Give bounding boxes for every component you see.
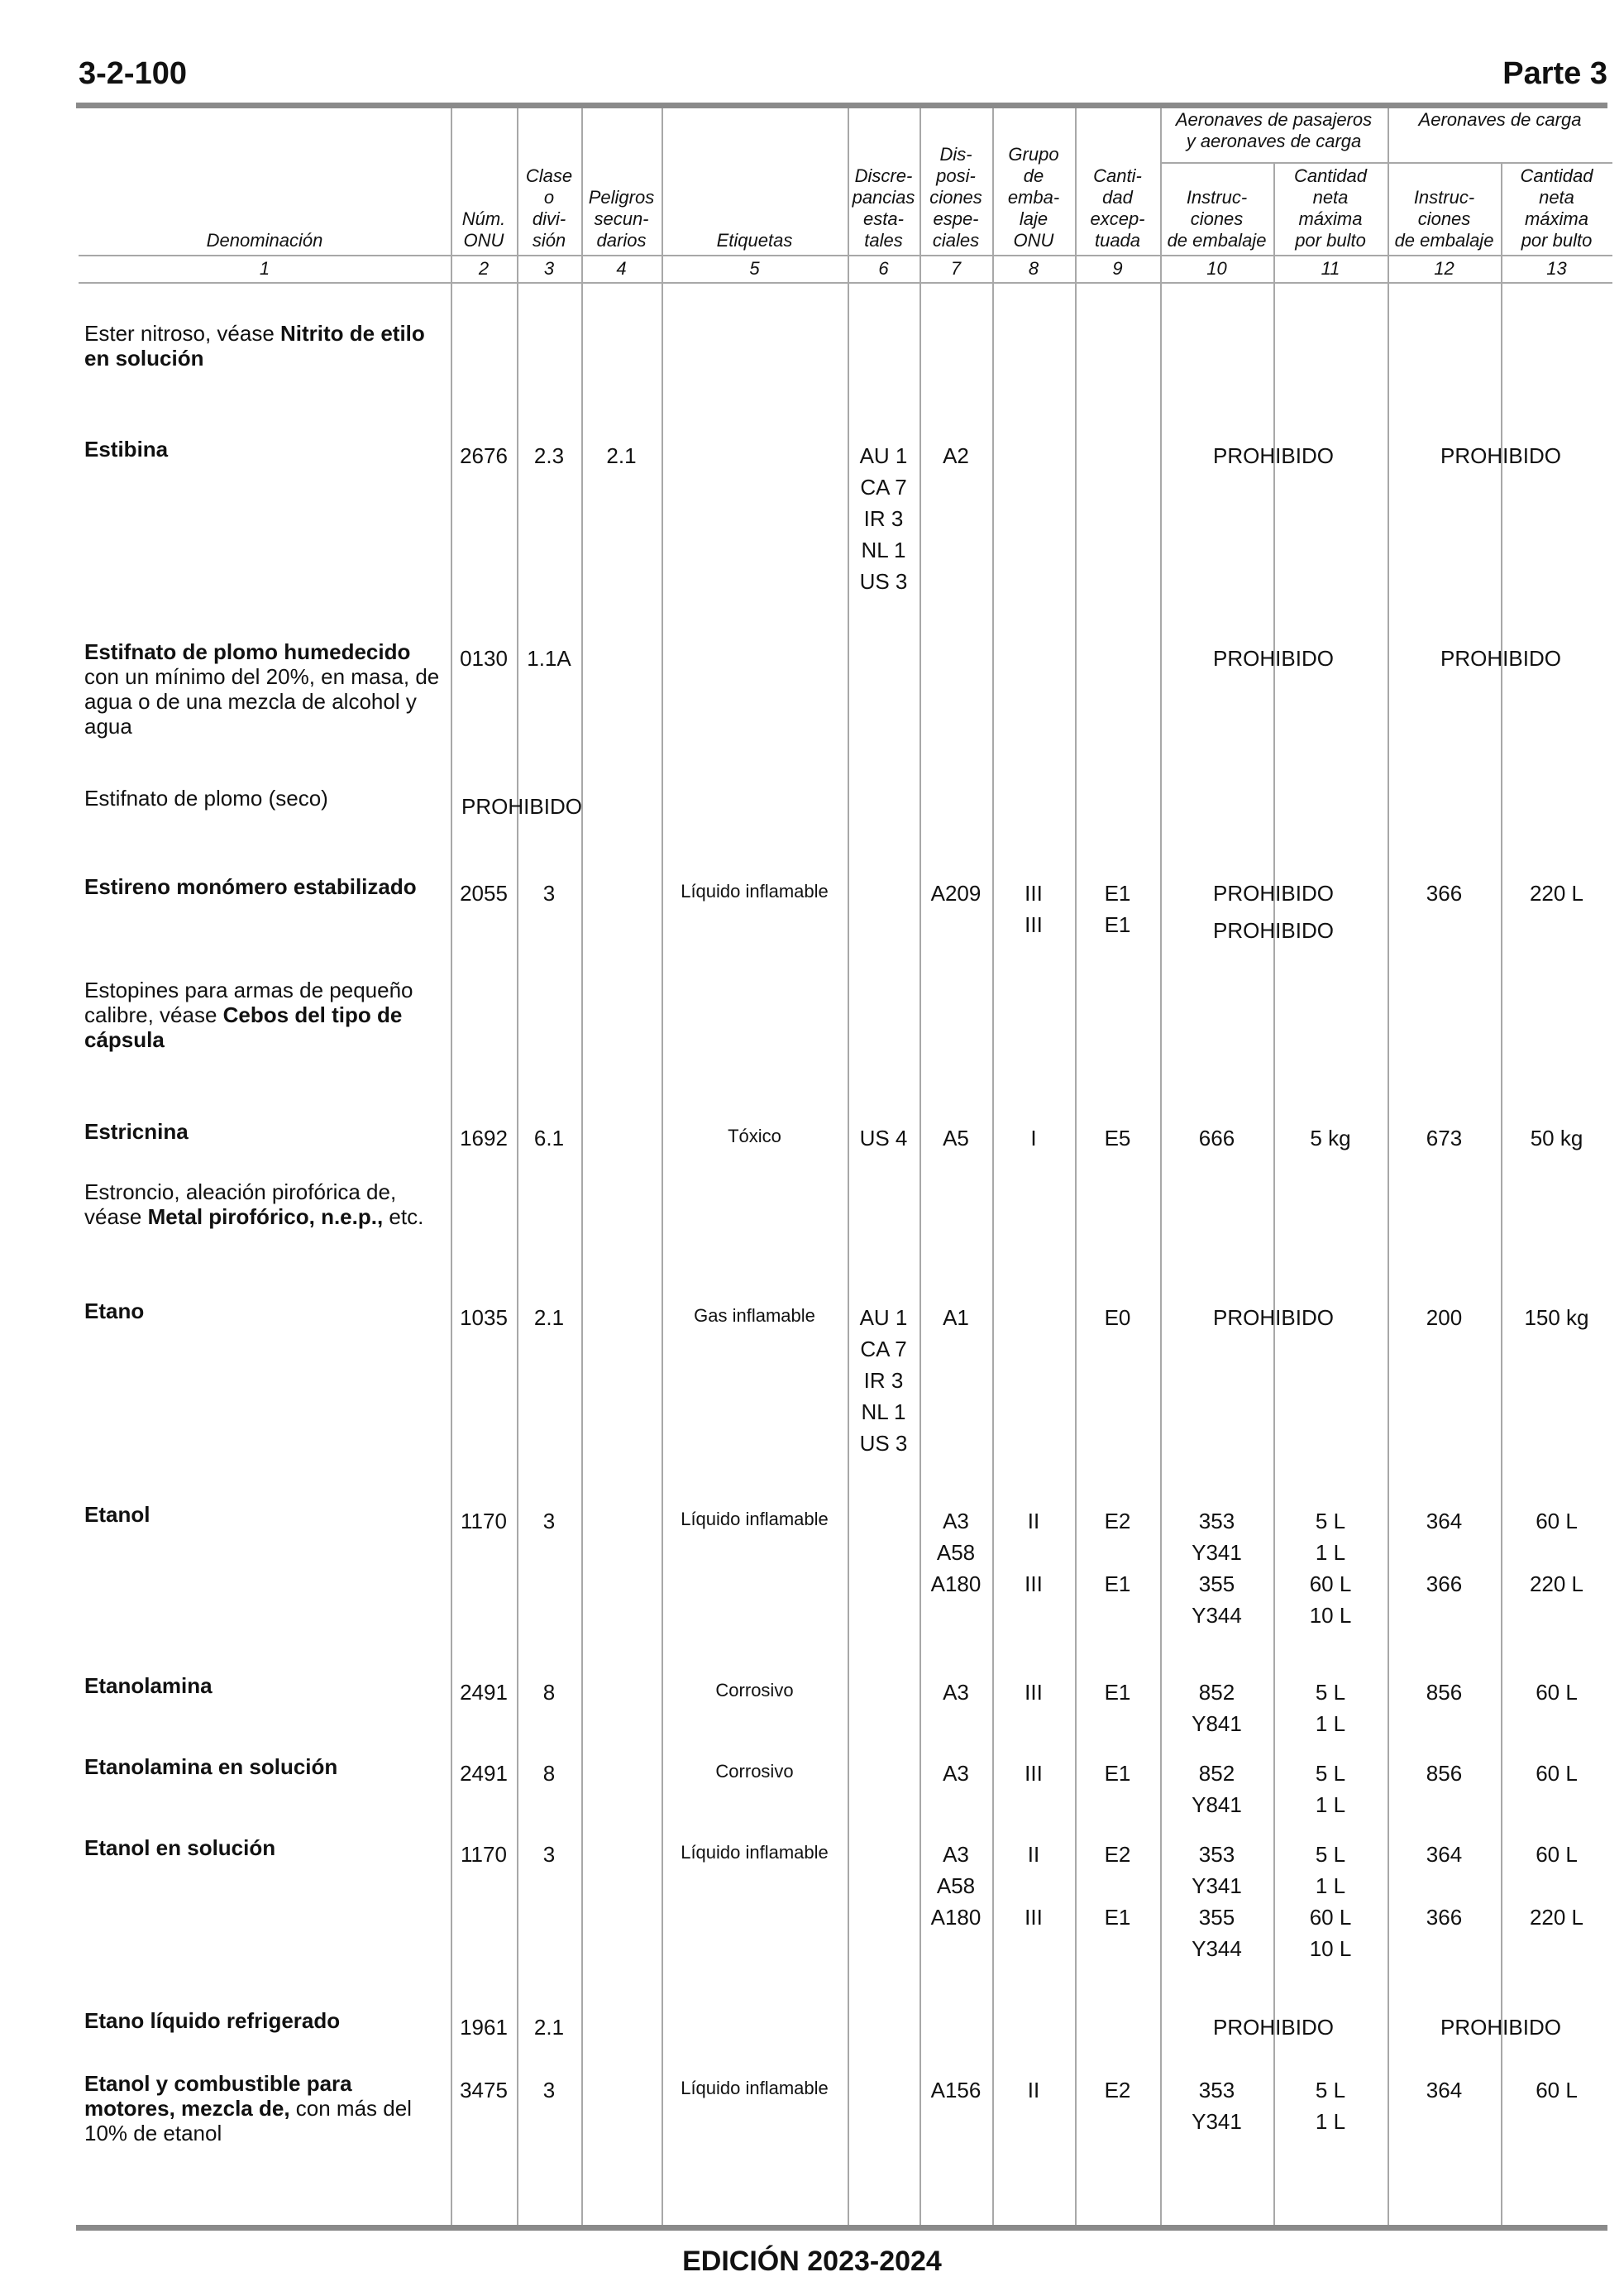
entry-cantidad: E1	[1104, 1761, 1131, 1786]
entry-cantidad: E2	[1104, 1842, 1131, 1867]
entry-instrucciones-carga: 364	[1426, 2078, 1463, 2102]
entry-clase: 3	[542, 2078, 556, 2102]
entry-disposiciones: A209	[930, 881, 982, 906]
page-number: 3-2-100	[79, 56, 187, 91]
entry-grupo: III	[1025, 1571, 1043, 1596]
entry-disposiciones: A156	[930, 2078, 982, 2102]
column-number: 11	[1321, 258, 1340, 279]
entry-etiquetas: Líquido inflamable	[681, 1842, 829, 1863]
column-number: 10	[1206, 258, 1227, 279]
entry-instrucciones-pax: Y841	[1192, 1711, 1242, 1736]
entry-disposiciones: A5	[943, 1126, 969, 1150]
header-cantidad-carga: Cantidad neta máxima por bulto	[1520, 165, 1593, 251]
entry-cantidad-pax: 5 L	[1315, 1761, 1346, 1786]
entry-denominacion: Etanol y combustible para motores, mezcla de, con más del 10% de etanol	[84, 2071, 412, 2145]
entry-denominacion: Estibina	[84, 437, 169, 462]
entry-disposiciones: A1	[943, 1305, 969, 1330]
entry-prohibido-carga: PROHIBIDO	[1440, 2015, 1561, 2040]
entry-cantidad: E1	[1104, 912, 1131, 937]
entry-cantidad-pax: 5 L	[1315, 1842, 1346, 1867]
entry-etiquetas: Líquido inflamable	[681, 881, 829, 902]
column-number: 1	[259, 258, 270, 279]
header-instrucciones-carga: Instruc- ciones de embalaje	[1394, 187, 1494, 251]
entry-cantidad-pax: 60 L	[1309, 1571, 1352, 1596]
entry-cantidad: E1	[1104, 881, 1131, 906]
entry-prohibido-pax: PROHIBIDO	[1213, 646, 1334, 671]
entry-num-onu: 2676	[460, 443, 508, 468]
entry-denominacion: Etanol en solución	[84, 1835, 276, 1860]
column-number: 7	[950, 258, 962, 279]
entry-instrucciones-pax: Y341	[1192, 2109, 1242, 2134]
entry-prohibido-pax: PROHIBIDO	[1213, 918, 1334, 943]
entry-cantidad-carga: 220 L	[1529, 1571, 1584, 1596]
entry-denominacion: Etano	[84, 1299, 145, 1323]
entry-disposiciones: A180	[930, 1571, 982, 1596]
entry-cantidad-pax: 5 L	[1315, 1509, 1346, 1533]
entry-etiquetas: Tóxico	[728, 1126, 781, 1146]
entry-disposiciones: A3	[943, 1680, 969, 1705]
entry-instrucciones-pax: Y344	[1192, 1603, 1242, 1628]
column-separator	[517, 108, 518, 2225]
entry-cantidad-pax: 10 L	[1309, 1936, 1352, 1961]
entry-num-onu: 3475	[460, 2078, 508, 2102]
entry-cantidad-carga: 60 L	[1536, 1509, 1578, 1533]
entry-discrepancias: AU 1	[859, 1305, 908, 1330]
entry-instrucciones-pax: 353	[1198, 1509, 1235, 1533]
entry-disposiciones: A3	[943, 1842, 969, 1867]
column-number: 4	[616, 258, 627, 279]
entry-clase: 8	[542, 1680, 556, 1705]
column-number: 2	[478, 258, 490, 279]
entry-clase: 1.1A	[527, 646, 571, 671]
entry-clase: 3	[542, 881, 556, 906]
entry-instrucciones-carga: 856	[1426, 1680, 1463, 1705]
entry-cantidad-pax: 1 L	[1315, 1540, 1346, 1565]
entry-etiquetas: Líquido inflamable	[681, 2078, 829, 2098]
entry-discrepancias: US 4	[859, 1126, 908, 1150]
entry-disposiciones: A3	[943, 1761, 969, 1786]
edition-footer: EDICIÓN 2023-2024	[682, 2246, 942, 2277]
entry-cantidad-carga: 60 L	[1536, 1761, 1578, 1786]
entry-discrepancias: US 3	[859, 569, 908, 594]
entry-cantidad: E5	[1104, 1126, 1131, 1150]
entry-instrucciones-pax: 355	[1198, 1571, 1235, 1596]
entry-cantidad-carga: 60 L	[1536, 1842, 1578, 1867]
entry-disposiciones: A58	[936, 1540, 976, 1565]
entry-clase: 6.1	[533, 1126, 565, 1150]
column-separator	[662, 108, 663, 2225]
entry-etiquetas: Corrosivo	[715, 1761, 794, 1782]
entry-num-onu: 2491	[460, 1680, 508, 1705]
entry-cantidad-pax: 60 L	[1309, 1905, 1352, 1930]
column-separator	[1160, 108, 1162, 2225]
entry-instrucciones-pax: 353	[1198, 1842, 1235, 1867]
header-cantidad-pax: Cantidad neta máxima por bulto	[1293, 165, 1368, 251]
page-header	[79, 56, 1607, 98]
entry-num-onu: 1961	[460, 2015, 508, 2040]
header-denominacion: Denominación	[206, 230, 323, 251]
header-num-onu: Núm. ONU	[461, 208, 506, 251]
entry-cantidad-pax: 1 L	[1315, 2109, 1346, 2134]
header-discrepancias: Discre- pancias esta- tales	[852, 165, 915, 251]
entry-denominacion: Etanol	[84, 1502, 150, 1527]
entry-instrucciones-carga: 364	[1426, 1842, 1463, 1867]
entry-denominacion: Estroncio, aleación pirofórica de, véase Metal pirofórico, n.e.p., etc.	[84, 1179, 424, 1229]
entry-disposiciones: A2	[943, 443, 969, 468]
entry-instrucciones-pax: 852	[1198, 1761, 1235, 1786]
entry-instrucciones-carga: 366	[1426, 1571, 1463, 1596]
entry-num-onu: 0130	[460, 646, 508, 671]
entry-denominacion: Ester nitroso, véase Nitrito de etilo en solución	[84, 321, 425, 371]
entry-instrucciones-carga: 364	[1426, 1509, 1463, 1533]
column-number: 12	[1434, 258, 1454, 279]
entry-denominacion: Estricnina	[84, 1119, 189, 1144]
entry-cantidad-pax: 5 L	[1315, 2078, 1346, 2102]
header-rule	[79, 255, 1612, 256]
group-header-rule	[1160, 162, 1612, 164]
entry-grupo: III	[1025, 1761, 1043, 1786]
column-number-rule	[79, 282, 1612, 284]
entry-cantidad-pax: 1 L	[1315, 1792, 1346, 1817]
entry-instrucciones-carga: 200	[1426, 1305, 1463, 1330]
entry-cantidad: E0	[1104, 1305, 1131, 1330]
entry-clase: 2.1	[533, 1305, 565, 1330]
column-number: 13	[1546, 258, 1567, 279]
entry-instrucciones-pax: 666	[1198, 1126, 1235, 1150]
header-disposiciones: Dis- posi- ciones espe- ciales	[929, 144, 982, 251]
entry-etiquetas: Corrosivo	[715, 1680, 794, 1700]
column-separator	[1075, 108, 1077, 2225]
column-separator	[451, 108, 452, 2225]
entry-prohibido: PROHIBIDO	[461, 794, 582, 819]
header-aeronaves-pasajeros: Aeronaves de pasajeros y aeronaves de carga	[1175, 109, 1373, 151]
column-separator	[1388, 108, 1389, 2225]
entry-discrepancias: CA 7	[860, 475, 907, 500]
entry-discrepancias: CA 7	[860, 1337, 907, 1361]
column-number: 9	[1112, 258, 1123, 279]
header-clase: Clase o divi- sión	[525, 165, 573, 251]
entry-cantidad: E2	[1104, 1509, 1131, 1533]
entry-num-onu: 2055	[460, 881, 508, 906]
entry-discrepancias: NL 1	[861, 538, 906, 562]
entry-disposiciones: A3	[943, 1509, 969, 1533]
entry-instrucciones-carga: 366	[1426, 1905, 1463, 1930]
entry-cantidad: E1	[1104, 1571, 1131, 1596]
entry-cantidad-carga: 220 L	[1529, 881, 1584, 906]
entry-num-onu: 1035	[460, 1305, 508, 1330]
entry-grupo: III	[1025, 1905, 1043, 1930]
entry-instrucciones-pax: Y841	[1192, 1792, 1242, 1817]
entry-instrucciones-pax: Y341	[1192, 1540, 1242, 1565]
entry-prohibido-pax: PROHIBIDO	[1213, 443, 1334, 468]
entry-instrucciones-pax: 852	[1198, 1680, 1235, 1705]
column-number: 6	[878, 258, 889, 279]
entry-cantidad-carga: 150 kg	[1524, 1305, 1589, 1330]
entry-grupo: II	[1027, 2078, 1040, 2102]
entry-prohibido-pax: PROHIBIDO	[1213, 1305, 1334, 1330]
header-peligros: Peligros secun- darios	[588, 187, 655, 251]
entry-instrucciones-pax: 355	[1198, 1905, 1235, 1930]
entry-grupo: III	[1025, 912, 1043, 937]
part-title: Parte 3	[1502, 56, 1607, 91]
entry-prohibido-carga: PROHIBIDO	[1440, 646, 1561, 671]
entry-cantidad-carga: 60 L	[1536, 2078, 1578, 2102]
column-separator	[848, 108, 849, 2225]
header-instrucciones-pax: Instruc- ciones de embalaje	[1167, 187, 1267, 251]
entry-cantidad: E1	[1104, 1905, 1131, 1930]
header-cantidad: Canti- dad excep- tuada	[1090, 165, 1145, 251]
entry-denominacion: Estopines para armas de pequeño calibre, véase Cebos del tipo de cápsula	[84, 978, 413, 1052]
entry-discrepancias: IR 3	[863, 1368, 904, 1393]
entry-clase: 3	[542, 1842, 556, 1867]
entry-denominacion: Estireno monómero estabilizado	[84, 874, 417, 899]
entry-grupo: II	[1027, 1842, 1040, 1867]
entry-disposiciones: A180	[930, 1905, 982, 1930]
bottom-rule	[76, 2225, 1607, 2231]
top-rule	[76, 103, 1607, 108]
entry-cantidad-carga: 60 L	[1536, 1680, 1578, 1705]
entry-peligros: 2.1	[606, 443, 637, 468]
entry-cantidad-pax: 5 kg	[1310, 1126, 1351, 1150]
entry-clase: 8	[542, 1761, 556, 1786]
entry-discrepancias: IR 3	[863, 506, 904, 531]
entry-clase: 2.1	[533, 2015, 565, 2040]
entry-instrucciones-carga: 673	[1426, 1126, 1463, 1150]
entry-cantidad-carga: 50 kg	[1530, 1126, 1583, 1150]
entry-num-onu: 1170	[461, 1509, 507, 1533]
entry-denominacion: Etano líquido refrigerado	[84, 2008, 341, 2033]
entry-disposiciones: A58	[936, 1873, 976, 1898]
entry-num-onu: 1170	[461, 1842, 507, 1867]
entry-instrucciones-carga: 366	[1426, 881, 1463, 906]
entry-clase: 2.3	[533, 443, 565, 468]
entry-prohibido-carga: PROHIBIDO	[1440, 443, 1561, 468]
entry-cantidad-pax: 10 L	[1309, 1603, 1352, 1628]
entry-clase: 3	[542, 1509, 556, 1533]
column-number: 5	[749, 258, 760, 279]
entry-num-onu: 1692	[460, 1126, 508, 1150]
entry-discrepancias: US 3	[859, 1431, 908, 1456]
header-aeronaves-carga: Aeronaves de carga	[1418, 109, 1582, 130]
entry-grupo: III	[1025, 1680, 1043, 1705]
column-number: 3	[543, 258, 555, 279]
entry-denominacion: Etanolamina en solución	[84, 1754, 338, 1779]
column-separator	[1273, 162, 1275, 2225]
entry-cantidad-carga: 220 L	[1529, 1905, 1584, 1930]
entry-num-onu: 2491	[460, 1761, 508, 1786]
header-etiquetas: Etiquetas	[716, 230, 793, 251]
column-number: 8	[1028, 258, 1039, 279]
column-separator	[581, 108, 583, 2225]
entry-grupo: III	[1025, 881, 1043, 906]
entry-etiquetas: Gas inflamable	[694, 1305, 815, 1326]
entry-cantidad: E2	[1104, 2078, 1131, 2102]
entry-discrepancias: NL 1	[861, 1399, 906, 1424]
entry-prohibido-pax: PROHIBIDO	[1213, 881, 1334, 906]
entry-cantidad-pax: 1 L	[1315, 1873, 1346, 1898]
entry-cantidad-pax: 1 L	[1315, 1711, 1346, 1736]
entry-etiquetas: Líquido inflamable	[681, 1509, 829, 1529]
entry-cantidad-pax: 5 L	[1315, 1680, 1346, 1705]
entry-instrucciones-pax: Y341	[1192, 1873, 1242, 1898]
entry-grupo: I	[1030, 1126, 1037, 1150]
entry-denominacion: Estifnato de plomo (seco)	[84, 786, 328, 811]
entry-prohibido-pax: PROHIBIDO	[1213, 2015, 1334, 2040]
header-grupo: Grupo de emba- laje ONU	[1007, 144, 1060, 251]
entry-grupo: II	[1027, 1509, 1040, 1533]
entry-cantidad: E1	[1104, 1680, 1131, 1705]
entry-discrepancias: AU 1	[859, 443, 908, 468]
entry-denominacion: Estifnato de plomo humedecido con un mínimo del 20%, en masa, de agua o de una mezcla de alcohol y agua	[84, 639, 440, 739]
entry-instrucciones-carga: 856	[1426, 1761, 1463, 1786]
entry-instrucciones-pax: Y344	[1192, 1936, 1242, 1961]
entry-instrucciones-pax: 353	[1198, 2078, 1235, 2102]
entry-denominacion: Etanolamina	[84, 1673, 213, 1698]
